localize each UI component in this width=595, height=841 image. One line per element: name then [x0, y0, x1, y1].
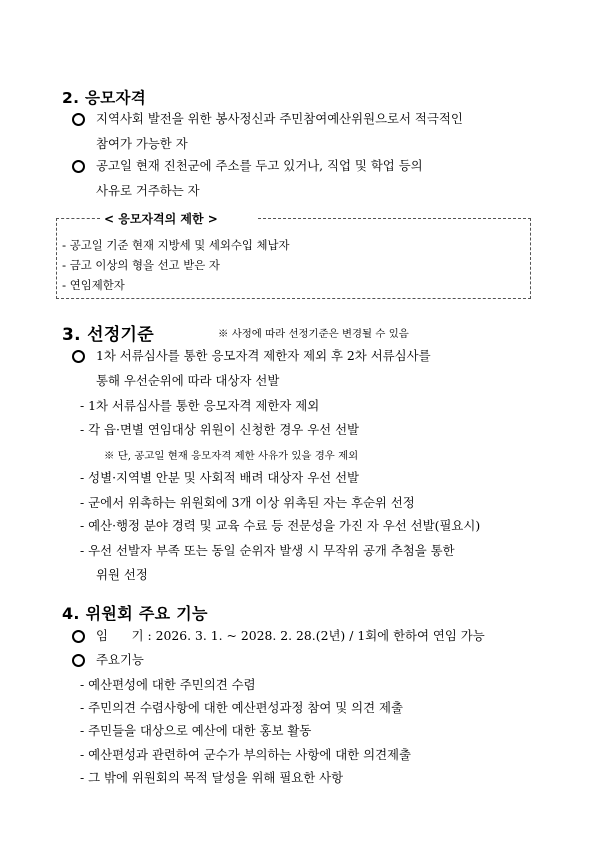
section-2-title: 2. 응모자격: [62, 89, 147, 107]
restriction-item: - 금고 이상의 형을 선고 받은 자: [62, 258, 220, 272]
section-2-bullet-1-line-1: 지역사회 발전을 위한 봉사정신과 주민참여예산위원으로서 적극적인: [96, 111, 463, 126]
box-border-left: [56, 218, 100, 219]
box-border-right: [258, 218, 531, 219]
section-4-functions-label: 주요기능: [96, 652, 144, 667]
circle-bullet-icon: [72, 160, 85, 173]
section-3-item: - 각 읍·면별 연임대상 위원이 신청한 경우 우선 선발: [80, 422, 360, 437]
section-4-item: - 주민의견 수렴사항에 대한 예산편성과정 참여 및 의견 제출: [80, 700, 403, 715]
section-4-item: - 그 밖에 위원회의 목적 달성을 위해 필요한 사항: [80, 770, 344, 785]
section-2-bullet-2-line-1: 공고일 현재 진천군에 주소를 두고 있거나, 직업 및 학업 등의: [96, 158, 423, 173]
section-4-item: - 주민들을 대상으로 예산에 대한 홍보 활동: [80, 723, 312, 738]
section-3-item: - 1차 서류심사를 통한 응모자격 제한자 제외: [80, 398, 320, 413]
circle-bullet-icon: [72, 350, 85, 363]
circle-bullet-icon: [72, 113, 85, 126]
circle-bullet-icon: [72, 630, 85, 643]
section-4-title: 4. 위원회 주요 기능: [62, 604, 208, 623]
section-3-sub-note: ※ 단, 공고일 현재 응모자격 제한 사유가 있을 경우 제외: [104, 450, 359, 462]
section-3-item: - 우선 선발자 부족 또는 동일 순위자 발생 시 무작위 공개 추첨을 통한: [80, 543, 455, 558]
section-4-item: - 예산편성과 관련하여 군수가 부의하는 사항에 대한 의견제출: [80, 747, 411, 762]
restriction-box-title: < 응모자격의 제한 >: [104, 212, 218, 226]
restriction-item: - 연임제한자: [62, 278, 125, 292]
section-3-bullet-1-line-2: 통해 우선순위에 따라 대상자 선발: [96, 373, 280, 388]
section-3-bullet-1-line-1: 1차 서류심사를 통한 응모자격 제한자 제외 후 2차 서류심사를: [96, 348, 431, 363]
section-3-item: - 예산·행정 분야 경력 및 교육 수료 등 전문성을 가진 자 우선 선발(필요시): [80, 518, 481, 533]
section-2-bullet-1-line-2: 참여가 가능한 자: [96, 136, 188, 151]
circle-bullet-icon: [72, 654, 85, 667]
section-4-term: 임 기 : 2026. 3. 1. ~ 2028. 2. 28.(2년) / 1회에 한하여 연임 가능: [96, 628, 485, 643]
section-3-note: ※ 사정에 따라 선정기준은 변경될 수 있음: [218, 328, 409, 340]
section-4-item: - 예산편성에 대한 주민의견 수렴: [80, 677, 256, 692]
section-2-bullet-2-line-2: 사유로 거주하는 자: [96, 183, 200, 198]
section-3-item: - 군에서 위촉하는 위원회에 3개 이상 위촉된 자는 후순위 선정: [80, 495, 415, 510]
restriction-item: - 공고일 기준 현재 지방세 및 세외수입 체납자: [62, 238, 290, 252]
section-3-item: - 성별·지역별 안분 및 사회적 배려 대상자 우선 선발: [80, 470, 360, 485]
section-3-title: 3. 선정기준: [62, 325, 154, 345]
section-3-item-continued: 위원 선정: [96, 567, 148, 582]
